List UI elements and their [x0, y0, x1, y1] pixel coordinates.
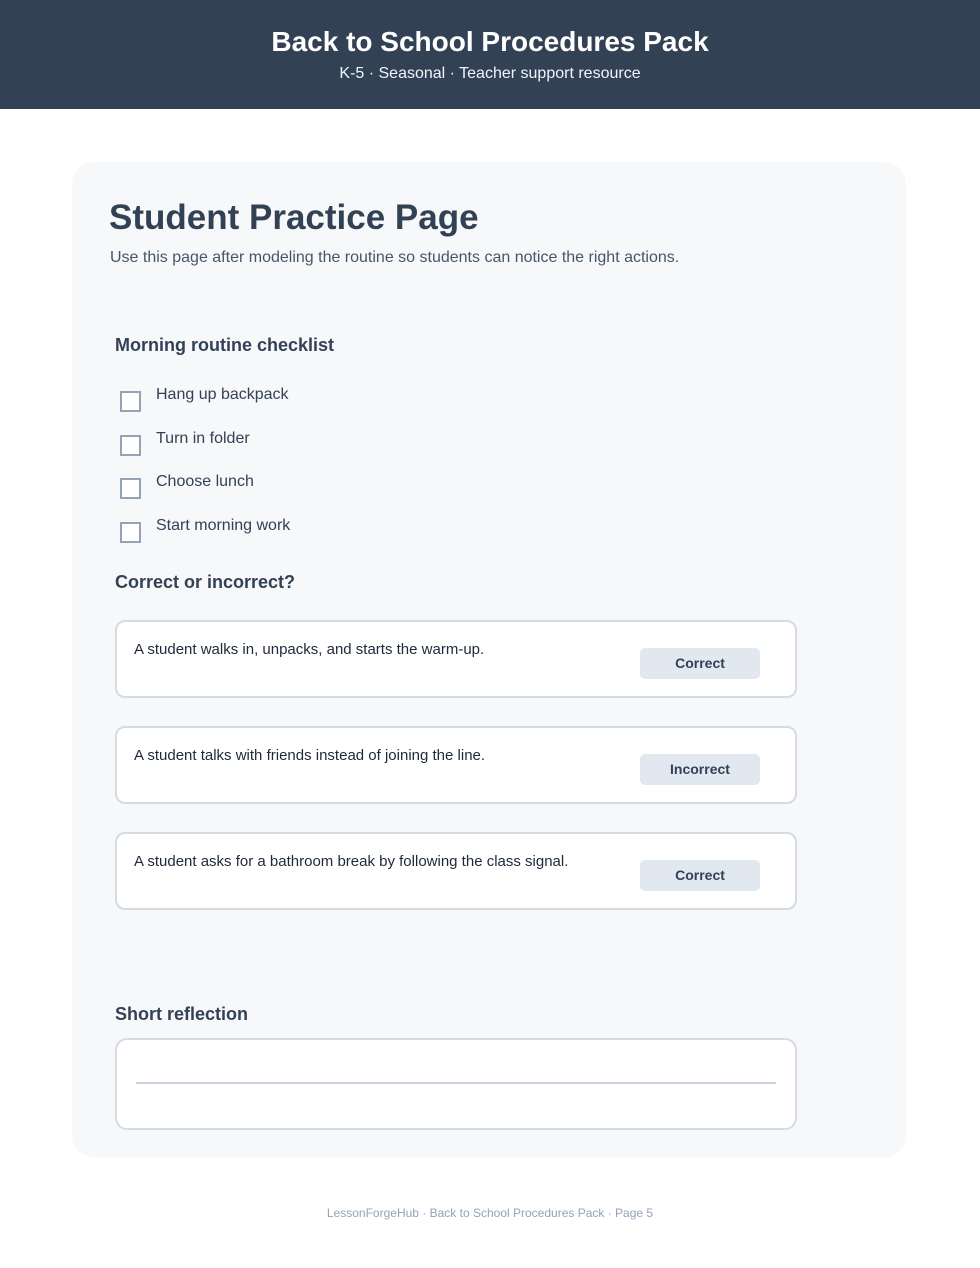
- checklist-item[interactable]: [120, 429, 520, 453]
- reflection-answer-box[interactable]: [115, 1038, 797, 1130]
- scenario-card: [115, 726, 797, 804]
- checklist-heading: Morning routine checklist: [115, 335, 335, 355]
- header-title: Back to School Procedures Pack: [271, 26, 709, 57]
- checklist-item[interactable]: [120, 385, 520, 409]
- scenario-text: A student talks with friends instead of joining the line.: [134, 747, 486, 764]
- scenario-card: [115, 620, 797, 698]
- checklist-item-label: Start morning work: [156, 517, 291, 534]
- checkbox[interactable]: [120, 435, 141, 456]
- answer-badge[interactable]: Incorrect: [640, 754, 760, 785]
- answer-badge[interactable]: Correct: [640, 860, 760, 891]
- checklist-item[interactable]: [120, 472, 520, 496]
- checkbox[interactable]: [120, 522, 141, 543]
- answer-badge[interactable]: Correct: [640, 648, 760, 679]
- scenario-text: A student asks for a bathroom break by following the class signal.: [134, 853, 569, 870]
- reflection-heading: Short reflection: [115, 1004, 249, 1024]
- page-header: [0, 0, 980, 109]
- checklist-item-label: Choose lunch: [156, 473, 254, 490]
- checklist-item-label: Turn in folder: [156, 430, 250, 447]
- writing-line: [136, 1082, 776, 1084]
- page-footer: LessonForgeHub · Back to School Procedures Pack · Page 5: [326, 1206, 654, 1220]
- checklist-item[interactable]: [120, 516, 520, 540]
- scenario-card: [115, 832, 797, 910]
- checklist-item-label: Hang up backpack: [156, 386, 289, 403]
- header-subtitle: K-5 · Seasonal · Teacher support resource: [339, 65, 641, 82]
- page-intro: Use this page after modeling the routine so students can notice the right actions.: [110, 249, 680, 266]
- page-title: Student Practice Page: [109, 198, 479, 237]
- practice-card: [72, 162, 906, 1157]
- checkbox[interactable]: [120, 391, 141, 412]
- checkbox[interactable]: [120, 478, 141, 499]
- quiz-heading: Correct or incorrect?: [115, 572, 296, 592]
- scenario-text: A student walks in, unpacks, and starts the warm-up.: [134, 641, 485, 658]
